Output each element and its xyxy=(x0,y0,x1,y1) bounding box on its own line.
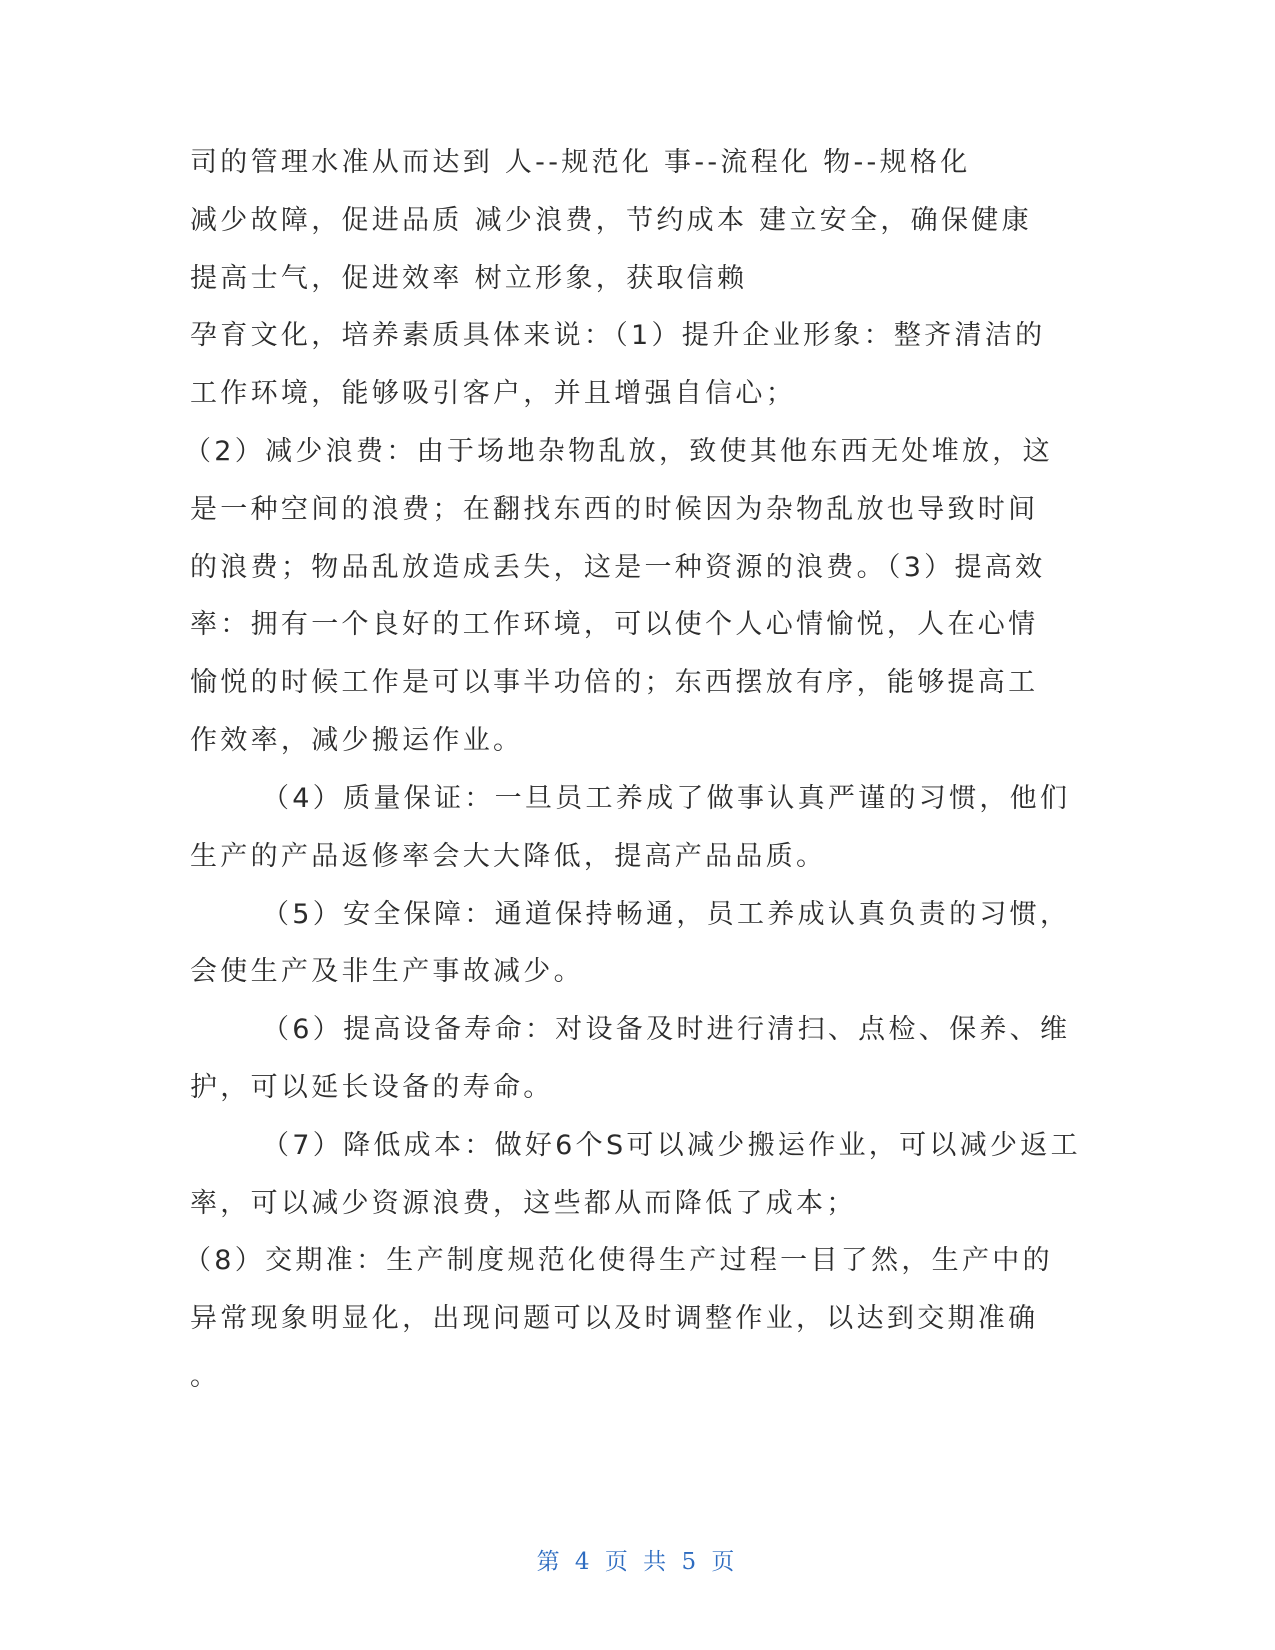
text-line: 会使生产及非生产事故减少。 xyxy=(190,956,584,987)
text-line: 异常现象明显化，出现问题可以及时调整作业，以达到交期准确 xyxy=(190,1303,1039,1334)
text-line: （2）减少浪费：由于场地杂物乱放，致使其他东西无处堆放，这 xyxy=(184,436,1053,467)
text-line: （7）降低成本：做好6个S可以减少搬运作业，可以减少返工 xyxy=(262,1130,1081,1161)
text-line: 率：拥有一个良好的工作环境，可以使个人心情愉悦，人在心情 xyxy=(190,609,1039,640)
text-line: 是一种空间的浪费；在翻找东西的时候因为杂物乱放也导致时间 xyxy=(190,494,1039,525)
text-line: （5）安全保障：通道保持畅通，员工养成认真负责的习惯， xyxy=(262,899,1071,930)
text-line: 护，可以延长设备的寿命。 xyxy=(190,1072,554,1103)
text-line: 。 xyxy=(190,1361,221,1392)
text-line: （8）交期准：生产制度规范化使得生产过程一目了然，生产中的 xyxy=(184,1245,1053,1276)
page-number-footer: 第 4 页 共 5 页 xyxy=(536,1549,739,1575)
text-line: 司的管理水准从而达到 人--规范化 事--流程化 物--规格化 xyxy=(190,147,971,178)
text-line: （4）质量保证：一旦员工养成了做事认真严谨的习惯，他们 xyxy=(262,783,1071,814)
text-line: （6）提高设备寿命：对设备及时进行清扫、点检、保养、维 xyxy=(262,1014,1071,1045)
text-line: 提高士气，促进效率 树立形象，获取信赖 xyxy=(190,263,748,294)
text-line: 作效率，减少搬运作业。 xyxy=(190,725,524,756)
text-line: 的浪费；物品乱放造成丢失，这是一种资源的浪费。（3）提高效 xyxy=(190,552,1046,583)
text-line: 愉悦的时候工作是可以事半功倍的；东西摆放有序，能够提高工 xyxy=(190,667,1039,698)
text-line: 减少故障，促进品质 减少浪费，节约成本 建立安全，确保健康 xyxy=(190,205,1032,236)
text-line: 工作环境，能够吸引客户，并且增强自信心； xyxy=(190,378,796,409)
text-line: 率，可以减少资源浪费，这些都从而降低了成本； xyxy=(190,1188,857,1219)
text-line: 孕育文化，培养素质具体来说：（1）提升企业形象：整齐清洁的 xyxy=(190,320,1046,351)
text-line: 生产的产品返修率会大大降低，提高产品品质。 xyxy=(190,841,827,872)
